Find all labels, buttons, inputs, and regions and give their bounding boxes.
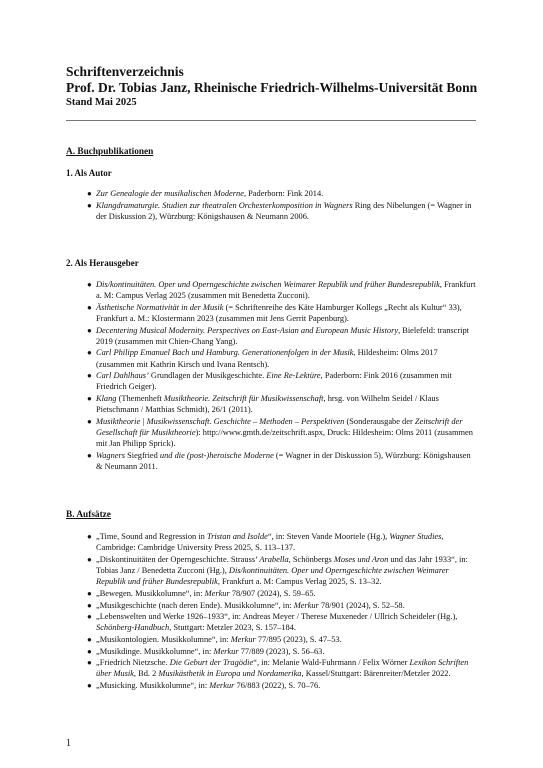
italic-title: Zeitschrift der Gesellschaft für Musiktheorie (96, 416, 463, 437)
italic-title: Eine Re-Lektüre (266, 371, 321, 381)
bullet-icon: ● (87, 371, 92, 381)
entry-text: “, in: Steven Vande Moortele (Hg.), (267, 532, 390, 542)
entry-text: , hrsg. von Wilhelm Seidel / Klaus Pietschmann / Matthias Schmidt), 26/1 (2011). (96, 393, 439, 415)
divider (66, 120, 476, 121)
entry-text: 77/889 (2023), S. 56–63. (238, 646, 325, 656)
entry-text: Siegfried (125, 450, 160, 460)
bullet-icon: ● (87, 280, 92, 289)
italic-title: Musiktheorie. Zeitschrift für Musikwissenschaft (163, 393, 324, 403)
italic-title: Merkur (204, 588, 230, 598)
entry-text: und das Jahr 1933“, in: Tobias Janz / Benedetta Zucconi (Hg.), (96, 554, 468, 576)
italic-title: Klang (96, 393, 117, 403)
section-a1-heading: 1. Als Autor (66, 168, 112, 178)
italic-title: Merkur (230, 634, 256, 644)
entry-text: , Hildesheim: Olms 2017 (zusammen mit Kathrin Kirsch und Ivana Rentsch). (96, 348, 438, 369)
italic-title: Musikästhetik in Europa und Nordamerika (158, 669, 302, 679)
entry-text: „Diskontinuitäten der Operngeschichte. Strauss’ (96, 554, 260, 564)
list-item (66, 347, 478, 369)
section-a-heading: A. Buchpublikationen (66, 147, 154, 157)
document-title: Schriftenverzeichnis (66, 64, 184, 79)
list-item (66, 370, 478, 392)
document-page (66, 64, 478, 692)
bullet-icon: ● (87, 554, 92, 564)
italic-title: Merkur (293, 600, 319, 610)
italic-title: Musiktheorie | Musikwissenschaft. Geschichte – Methoden – Perspektiven (96, 416, 345, 426)
entry-text: „Friedrich Nietzsche. (96, 658, 170, 668)
bullet-icon: ● (87, 325, 92, 335)
italic-title: und die (post-)heroische Moderne (159, 450, 274, 460)
entry-text: , Frankfurt a. M: Campus Verlag 2025 (zusammen mit Benedetta Zucconi). (96, 280, 476, 301)
entry-text: , Stuttgart: Metzler 2023, S. 157–184. (169, 623, 296, 633)
list-item (66, 531, 478, 553)
entry-text: 78/907 (2024), S. 59–65. (229, 588, 316, 598)
italic-title: Klangdramaturgie. Studien zur theatralen Orchesterkomposition in Wagners (96, 200, 353, 210)
entry-text: Grundlagen der Musikgeschichte. (148, 371, 267, 381)
entry-text: 78/901 (2024), S. 52–58. (318, 600, 405, 610)
list-item (66, 393, 478, 415)
entry-text: „Bewegen. Musikkolumne“, in: (96, 588, 205, 598)
editor-list (66, 279, 478, 472)
italic-title: Moses und Aron (333, 554, 389, 564)
bullet-icon: ● (87, 588, 92, 598)
entry-text: , Kassel/Stuttgart: Bärenreiter/Metzler 2022. (301, 669, 451, 679)
italic-title: Zur Genealogie der musikalischen Moderne (96, 189, 244, 198)
italic-title: Decentering Musical Modernity. Perspectives on East-Asian and European Music History (96, 325, 399, 335)
italic-title: Dis/kontinuitäten. Oper und Operngeschichte zwischen Weimarer Republik und früher Bundesrepublik (96, 566, 449, 587)
italic-title: Wagner Studies (389, 532, 442, 542)
italic-title: Schönberg-Handbuch (96, 623, 170, 633)
italic-title: Lexikon Schriften über Musik (96, 658, 469, 679)
bullet-icon: ● (87, 189, 92, 198)
entry-text: „Musikgeschichte (nach deren Ende). Musikkolumne“, in: (96, 600, 294, 610)
list-item (66, 325, 478, 347)
list-item (66, 188, 478, 199)
bullet-icon: ● (87, 532, 92, 542)
entry-text: „Lebenswelten und Werke 1926–1933“, in: Andreas Meyer / Therese Muxeneder / Ullrich Scheideler (Hg.), (96, 612, 458, 622)
entry-text: (= Schriftenreihe des Käte Hamburger Kollegs „Recht als Kultur“ 33), Frankfurt a. M.: Klostermann 2023 (zusammen mit Jens Gerrit Papenburg). (96, 302, 462, 323)
list-item (66, 450, 478, 472)
list-item (66, 200, 478, 222)
list-item (66, 600, 478, 611)
bullet-icon: ● (87, 200, 92, 210)
section-a2-heading: 2. Als Herausgeber (66, 258, 139, 268)
italic-title: Carl Dahlhaus’ (96, 371, 149, 381)
bullet-icon: ● (87, 416, 92, 426)
entry-text: (Sonderausgabe der (344, 416, 415, 426)
entry-text: „Time, Sound and Regression in (96, 532, 207, 542)
entry-text: Ring des Nibelungen (= Wagner in der Diskussion 2), Würzburg: Königshausen & Neumann 2006. (96, 200, 472, 221)
italic-title: Dis/kontinuitäten. Oper und Operngeschichte zwischen Weimarer Republik und früher Bundesrepublik (96, 280, 440, 289)
list-item (66, 657, 478, 679)
list-item (66, 554, 478, 588)
section-b-heading: B. Aufsätze (66, 510, 111, 521)
entry-text: , Bd. 2 (133, 669, 159, 679)
italic-title: Tristan and Isolde (206, 532, 268, 542)
entry-text: ): http://www.gmth.de/zeitschrift.aspx, Druck: Hildesheim: Olms 2011 (zusammen mit Jan Philipp Sprick). (96, 427, 473, 449)
entry-text: 77/895 (2023), S. 47–53. (255, 634, 342, 644)
entry-text: „Musicking. Musikkolumne“, in: (96, 680, 210, 690)
bullet-icon: ● (87, 393, 92, 403)
bullet-icon: ● (87, 680, 92, 690)
list-item (66, 588, 478, 599)
entry-text: , Schönbergs (288, 554, 334, 564)
list-item (66, 634, 478, 645)
bullet-icon: ● (87, 646, 92, 656)
author-list (66, 188, 478, 222)
bullet-icon: ● (87, 450, 92, 460)
entry-text: , Frankfurt a. M: Campus Verlag 2025, S. 13–32. (217, 577, 382, 587)
italic-title: Wagners (96, 450, 126, 460)
entry-text: (= Wagner in der Diskussion 5), Würzburg: Königshausen & Neumann 2011. (96, 450, 471, 471)
list-item (66, 279, 478, 301)
list-item (66, 416, 478, 450)
articles-list (66, 531, 478, 691)
bullet-icon: ● (87, 634, 92, 644)
italic-title: Die Geburt der Tragödie (169, 658, 254, 668)
entry-text: , Bielefeld: transcript 2019 (zusammen mit Chien-Chang Yang). (96, 325, 469, 346)
entry-text: „Musikontologien. Musikkolumne“, in: (96, 634, 231, 644)
date-line: Stand Mai 2025 (66, 97, 137, 108)
entry-text: 76/883 (2022), S. 70–76. (234, 680, 321, 690)
bullet-icon: ● (87, 612, 92, 622)
entry-text: , Cambridge: Cambridge University Press 2025, S. 113–137. (96, 532, 444, 553)
entry-text: , Paderborn: Fink 2016 (zusammen mit Friedrich Geiger). (96, 371, 452, 392)
bullet-icon: ● (87, 658, 92, 668)
italic-title: Ästhetische Normativität in der Musik (96, 302, 224, 312)
entry-text: „Musikdinge. Musikkolumne“, in: (96, 646, 214, 656)
page-number: 1 (66, 738, 71, 749)
italic-title: Arabella (259, 554, 289, 564)
list-item (66, 680, 478, 691)
entry-text: “, in: Melanie Wald-Fuhrmann / Felix Wörner (253, 658, 410, 668)
author-line: Prof. Dr. Tobias Janz, Rheinische Friedrich-Wilhelms-Universität Bonn (66, 80, 478, 95)
list-item (66, 646, 478, 657)
italic-title: Carl Philipp Emanuel Bach und Hamburg. Generationenfolgen in der Musik (96, 348, 354, 358)
italic-title: Merkur (213, 646, 239, 656)
list-item (66, 302, 478, 324)
entry-text: , Paderborn: Fink 2014. (243, 189, 324, 198)
entry-text: (Themenheft (116, 393, 164, 403)
bullet-icon: ● (87, 302, 92, 312)
italic-title: Merkur (209, 680, 235, 690)
bullet-icon: ● (87, 600, 92, 610)
bullet-icon: ● (87, 348, 92, 358)
list-item (66, 611, 478, 633)
